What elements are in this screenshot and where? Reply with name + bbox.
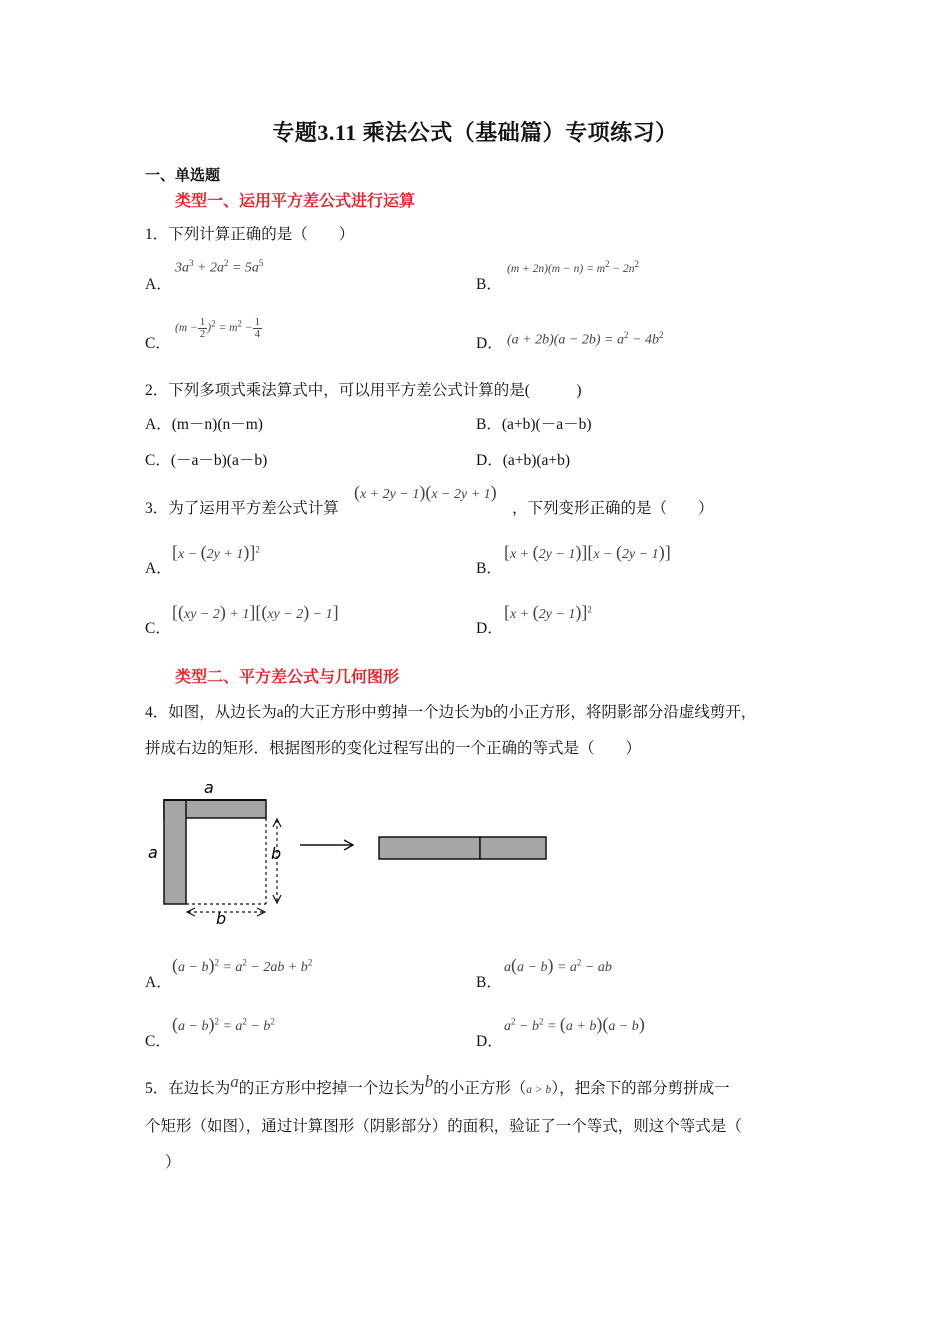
q4-label-b-bottom: b bbox=[216, 909, 227, 925]
q4-option-d-label: D． bbox=[476, 1033, 503, 1050]
q1-option-b-label: B． bbox=[476, 276, 502, 293]
q3-option-d-formula: $[x + (2y - 1)]^2$ bbox=[504, 602, 592, 622]
q4-option-d-formula: $a^2 - b^2 = (a + b)(a - b)$ bbox=[504, 1014, 645, 1034]
q1-option-d-formula: $(a + 2b)(a - 2b) = a^2 - 4b^2$ bbox=[507, 330, 664, 348]
q5-text-3: 的小正方形（ bbox=[433, 1080, 527, 1097]
question-5-line-3: ） bbox=[165, 1154, 181, 1171]
type-heading-1: 类型一、运用平方差公式进行运算 bbox=[175, 193, 416, 210]
q3-option-d-label: D． bbox=[476, 620, 503, 637]
q4-label-a-top: a bbox=[204, 778, 214, 797]
q2-option-a: A．(m－n)(n－m) bbox=[145, 416, 263, 433]
q5-var-b: b bbox=[424, 1072, 434, 1091]
q4-option-b-formula: $a(a - b) = a^2$ − ab bbox=[504, 955, 612, 975]
question-4-line-2: 拼成右边的矩形．根据图形的变化过程写出的一个正确的等式是（ ） bbox=[145, 740, 642, 757]
q3-option-c-label: C． bbox=[145, 620, 171, 637]
q4-option-b-label: B． bbox=[476, 974, 502, 991]
q4-option-c-formula: $(a - b)^2 = a^2 - b^2$ bbox=[172, 1014, 275, 1034]
question-5-line-2: 个矩形（如图），通过计算图形（阴影部分）的面积，验证了一个等式，则这个等式是（ bbox=[145, 1118, 742, 1135]
q5-condition: a > b bbox=[526, 1084, 552, 1096]
q4-result-rect-right bbox=[480, 837, 546, 859]
q3-option-c-formula: [(xy − 2) + 1][(xy − 2) − 1] bbox=[172, 602, 339, 622]
q5-var-a: a bbox=[230, 1072, 239, 1091]
question-2-stem: 2．下列多项式乘法算式中，可以用平方差公式计算的是( ) bbox=[145, 382, 582, 399]
q3-option-a-formula: $[x - (2y + 1)]^2$ bbox=[172, 542, 260, 562]
q1-option-a-formula: $3a^3 + 2a^2 = 5a^5$ bbox=[175, 258, 264, 276]
q1-option-c-label: C． bbox=[145, 335, 171, 352]
q5-text-4: ），把余下的部分剪拼成一 bbox=[551, 1080, 730, 1097]
q1-option-d-label: D． bbox=[476, 335, 503, 352]
q5-text-1: 5．在边长为 bbox=[145, 1080, 231, 1097]
question-5-line-1 bbox=[145, 1072, 730, 1098]
question-3-stem-post: ，下列变形正确的是（ ） bbox=[512, 500, 714, 517]
q1-option-c-formula: (m − $\frac{1}{2}$ )$^2 = m^2$ − $\frac{1}{4}$ bbox=[175, 316, 261, 340]
question-3-stem-pre: 3．为了运用平方差公式计算 bbox=[145, 500, 339, 517]
q3-option-b-label: B． bbox=[476, 560, 502, 577]
q2-option-b: B．(a+b)(－a－b) bbox=[476, 416, 592, 433]
q4-result-rect-left bbox=[379, 837, 480, 859]
q4-option-a-formula: $(a - b)^2 = a^2 - 2ab + b^2$ bbox=[172, 955, 313, 975]
q4-label-a-left: a bbox=[148, 843, 158, 862]
q2-option-d: D．(a+b)(a+b) bbox=[476, 452, 571, 469]
page-title: 专题3.11 乘法公式（基础篇）专项练习） bbox=[272, 120, 678, 145]
q4-option-a-label: A． bbox=[145, 974, 172, 991]
q3-option-a-label: A． bbox=[145, 560, 172, 577]
q4-label-b-right: b bbox=[271, 844, 282, 863]
q2-option-c: C．(－a－b)(a－b) bbox=[145, 452, 268, 469]
q4-figure bbox=[140, 775, 560, 925]
type-heading-2: 类型二、平方差公式与几何图形 bbox=[175, 669, 400, 686]
question-4-line-1: 4．如图，从边长为a的大正方形中剪掉一个边长为b的小正方形，将阴影部分沿虚线剪开， bbox=[145, 704, 757, 721]
q3-expression: (x + 2y − 1)(x − 2y + 1) bbox=[354, 482, 497, 502]
q5-text-2: 的正方形中挖掉一个边长为 bbox=[238, 1080, 425, 1097]
q3-option-b-formula: [x + (2y − 1)][x − (2y − 1)] bbox=[504, 542, 671, 562]
section-heading: 一、单选题 bbox=[145, 168, 221, 184]
q4-shaded-left-strip bbox=[164, 800, 186, 904]
question-1-stem: 1．下列计算正确的是（ ） bbox=[145, 226, 355, 243]
q1-option-b-formula: $(m + 2n)(m - n) = m^2 - 2n^2$ bbox=[507, 259, 640, 275]
q4-option-c-label: C． bbox=[145, 1033, 171, 1050]
q1-option-a-label: A． bbox=[145, 276, 172, 293]
